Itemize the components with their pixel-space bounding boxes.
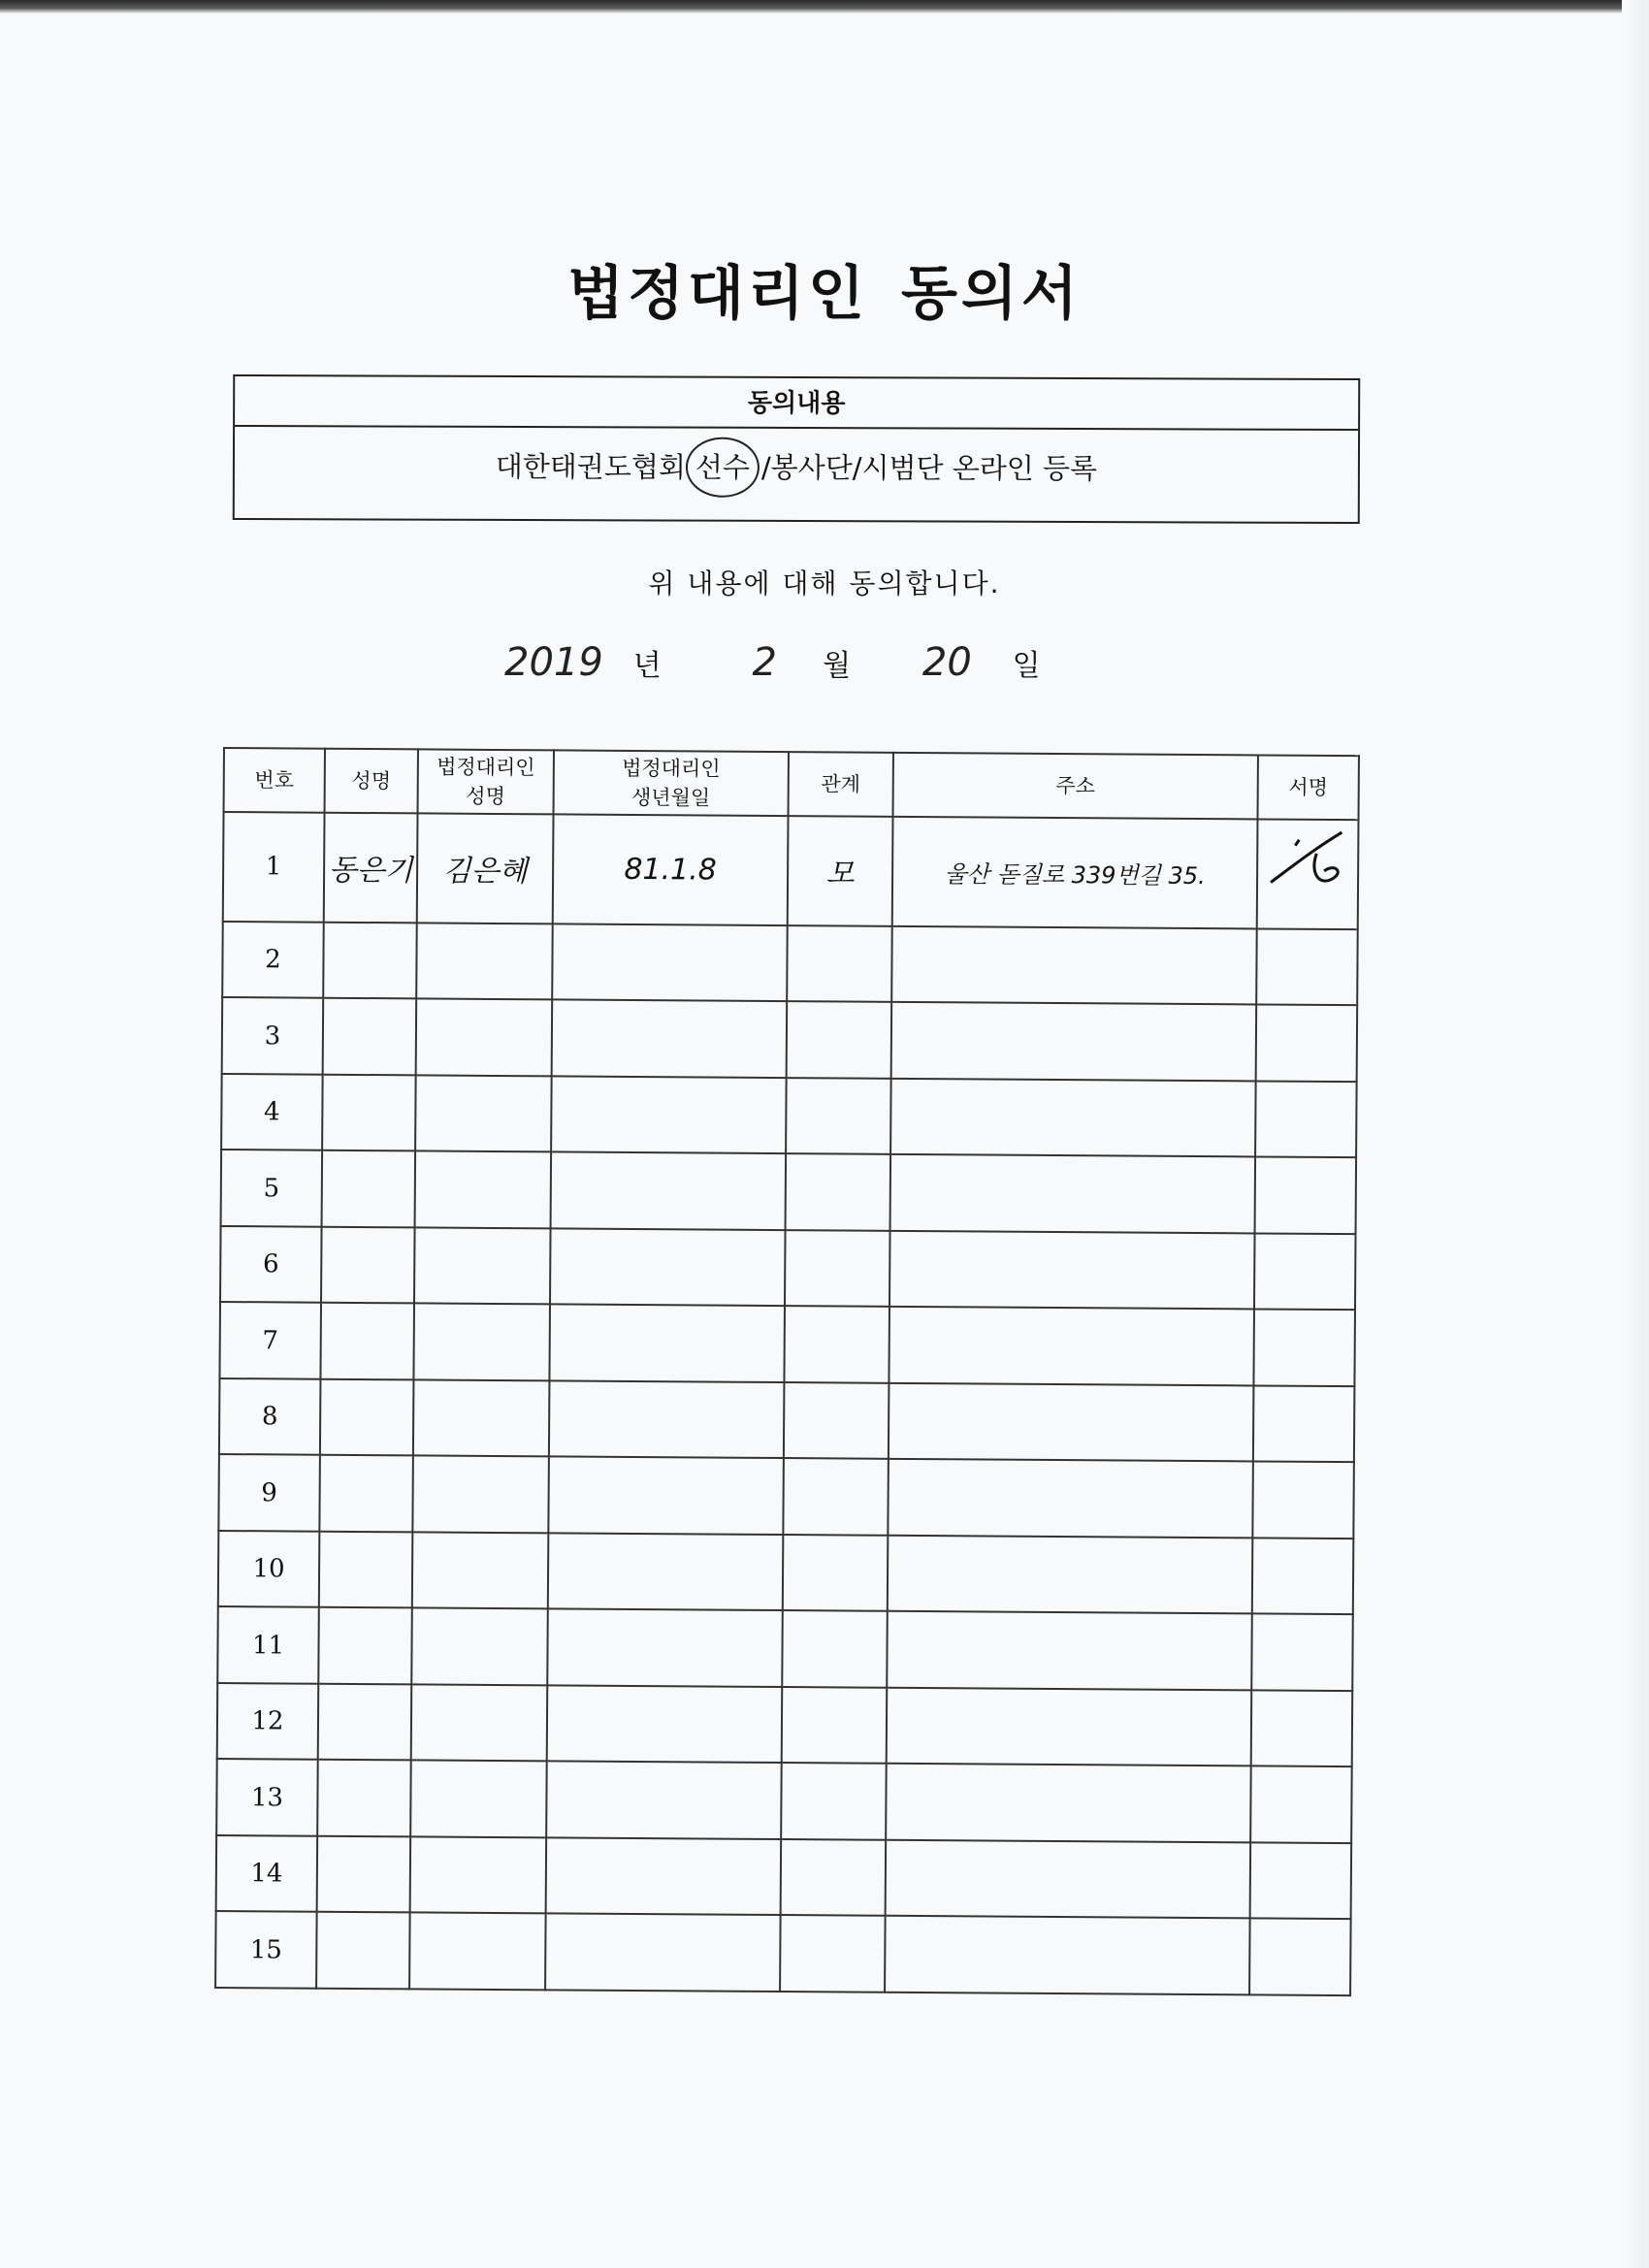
cell-name — [323, 998, 417, 1075]
cell-guardian-name — [413, 1379, 550, 1456]
date-month-unit: 월 — [823, 649, 852, 683]
cell-name — [317, 1836, 411, 1913]
cell-name — [319, 1532, 413, 1608]
cell-address — [889, 1231, 1255, 1310]
cell-name — [318, 1684, 412, 1761]
cell-guardian-birth — [551, 1076, 787, 1153]
table-row — [217, 1683, 1353, 1767]
cell-guardian-name — [415, 1151, 552, 1228]
cell-guardian-name — [412, 1532, 549, 1608]
cell-address — [888, 1459, 1253, 1538]
table-row — [220, 1226, 1356, 1311]
cell-guardian-birth — [549, 1305, 785, 1382]
cell-guardian-name — [415, 1075, 552, 1151]
cell-guardian-name — [411, 1608, 548, 1685]
cell-signature — [1251, 1614, 1353, 1691]
date-month: 2 — [752, 640, 777, 685]
consent-text-suffix: /봉사단/시범단 온라인 등록 — [760, 450, 1098, 486]
cell-address — [886, 1840, 1251, 1919]
scan-right-edge — [1622, 0, 1649, 2268]
header-address: 주소 — [893, 753, 1258, 820]
cell-number: 12 — [217, 1683, 319, 1760]
cell-name — [322, 1150, 416, 1227]
cell-signature — [1253, 1310, 1355, 1386]
table-row — [216, 1759, 1352, 1843]
cell-guardian-name — [410, 1761, 547, 1837]
cell-signature — [1250, 1842, 1352, 1919]
cell-address — [890, 1154, 1256, 1233]
cell-relation — [787, 1001, 892, 1078]
table-row — [221, 1150, 1357, 1234]
table-row — [223, 812, 1359, 929]
header-signature: 서명 — [1258, 755, 1359, 820]
cell-name — [320, 1303, 414, 1379]
cell-signature — [1255, 1081, 1357, 1157]
cell-number: 5 — [221, 1150, 323, 1226]
cell-guardian-name — [412, 1456, 549, 1533]
cell-address — [891, 1002, 1257, 1081]
cell-guardian-birth — [548, 1457, 784, 1535]
cell-relation — [786, 1153, 891, 1230]
cell-number: 3 — [222, 997, 324, 1074]
table-row — [221, 1074, 1357, 1158]
cell-signature — [1255, 1157, 1357, 1234]
cell-number: 7 — [219, 1302, 321, 1378]
cell-address — [887, 1688, 1252, 1766]
handwritten-signature — [1266, 825, 1353, 893]
cell-guardian-birth — [552, 1000, 788, 1078]
cell-relation — [781, 1763, 887, 1839]
cell-address — [886, 1764, 1251, 1842]
cell-address — [890, 1079, 1256, 1157]
cell-number: 4 — [221, 1074, 323, 1150]
cell-signature — [1249, 1919, 1351, 1995]
cell-signature — [1252, 1462, 1354, 1539]
header-guardian-name-line2: 성명 — [466, 784, 506, 809]
cell-guardian-birth — [552, 923, 788, 1001]
table-row — [219, 1378, 1355, 1463]
table-header-row — [224, 748, 1359, 820]
cell-number: 1 — [223, 812, 325, 923]
cell-relation — [784, 1306, 889, 1382]
document-title — [0, 247, 1649, 331]
cell-address — [888, 1536, 1253, 1614]
table-row — [217, 1606, 1353, 1691]
date-day-unit: 일 — [1012, 649, 1041, 683]
cell-relation — [782, 1687, 888, 1764]
cell-guardian-birth — [546, 1762, 782, 1839]
cell-signature — [1256, 1005, 1358, 1082]
date-year-unit: 년 — [632, 649, 662, 683]
cell-signature — [1256, 928, 1358, 1005]
scan-top-edge — [0, 0, 1649, 14]
cell-guardian-name — [413, 1304, 550, 1380]
cell-relation: 모 — [788, 816, 893, 926]
cell-number: 8 — [219, 1378, 321, 1455]
cell-name: 동은기 — [324, 813, 418, 923]
consent-content-box — [233, 374, 1361, 524]
cell-guardian-name — [416, 999, 553, 1076]
cell-guardian-name — [409, 1913, 546, 1991]
cell-relation — [781, 1839, 887, 1916]
guardian-roster-table — [214, 747, 1360, 1996]
cell-signature — [1250, 1766, 1352, 1843]
cell-name — [319, 1455, 413, 1532]
header-guardian-name — [418, 749, 554, 814]
cell-guardian-name — [411, 1684, 548, 1761]
cell-number: 11 — [217, 1606, 319, 1683]
cell-guardian-birth — [546, 1837, 782, 1915]
cell-relation — [784, 1382, 889, 1459]
cell-name — [317, 1760, 411, 1836]
cell-signature — [1251, 1690, 1353, 1766]
cell-address: 울산 돋질로 339번길 35. — [892, 817, 1258, 928]
cell-name — [322, 1075, 416, 1151]
cell-name — [323, 923, 417, 999]
cell-name — [320, 1379, 414, 1456]
table-row — [219, 1302, 1355, 1386]
cell-relation — [783, 1458, 889, 1535]
date-day: 20 — [922, 640, 972, 685]
table-row — [215, 1911, 1351, 1995]
table-row — [222, 997, 1358, 1082]
cell-name — [318, 1607, 412, 1684]
cell-guardian-name — [410, 1836, 547, 1913]
cell-signature — [1253, 1385, 1355, 1462]
cell-number: 6 — [220, 1226, 322, 1303]
cell-signature — [1252, 1538, 1354, 1614]
cell-guardian-name — [414, 1227, 551, 1304]
table-row — [216, 1835, 1352, 1920]
consent-heading: 동의내용 — [235, 376, 1358, 431]
title-part-2: 동의서 — [900, 260, 1082, 328]
cell-signature — [1254, 1233, 1356, 1310]
cell-relation — [785, 1230, 890, 1307]
cell-number: 10 — [218, 1531, 320, 1607]
cell-number: 15 — [215, 1911, 317, 1988]
table-body — [215, 812, 1358, 1995]
cell-signature — [1257, 819, 1359, 929]
cell-guardian-birth — [550, 1228, 786, 1306]
header-guardian-birth-line2: 생년월일 — [630, 785, 711, 810]
title-part-1: 법정대리인 — [567, 260, 868, 328]
header-relation: 관계 — [789, 752, 893, 817]
cell-number: 9 — [218, 1454, 320, 1531]
cell-address — [885, 1916, 1250, 1994]
cell-guardian-birth — [548, 1533, 784, 1610]
cell-name — [321, 1227, 415, 1304]
cell-guardian-name — [416, 923, 553, 999]
cell-address — [889, 1307, 1254, 1385]
table-row — [218, 1454, 1354, 1539]
table-row — [222, 922, 1358, 1006]
cell-name — [316, 1912, 410, 1989]
cell-relation — [787, 925, 892, 1002]
cell-address — [887, 1611, 1252, 1690]
table-row — [218, 1531, 1354, 1615]
signing-date — [504, 640, 1041, 685]
date-year: 2019 — [504, 640, 603, 685]
header-guardian-birth-line1: 법정대리인 — [622, 756, 721, 781]
cell-guardian-name: 김은혜 — [417, 813, 554, 923]
cell-guardian-birth — [551, 1152, 787, 1230]
header-guardian-birth — [554, 750, 789, 816]
consent-text-prefix: 대한태권도협회 — [495, 449, 686, 484]
cell-number: 2 — [222, 922, 324, 998]
header-number: 번호 — [224, 748, 325, 813]
cell-guardian-birth — [547, 1685, 783, 1763]
cell-guardian-birth — [545, 1914, 781, 1992]
cell-relation — [782, 1610, 888, 1687]
agreement-statement: 위 내용에 대해 동의합니다. — [648, 567, 1001, 599]
cell-guardian-birth: 81.1.8 — [553, 814, 789, 925]
cell-relation — [780, 1915, 886, 1992]
header-name: 성명 — [325, 749, 418, 814]
cell-guardian-birth — [549, 1380, 785, 1458]
cell-relation — [783, 1535, 889, 1611]
circled-option: 선수 — [686, 437, 760, 498]
cell-number: 13 — [216, 1759, 318, 1835]
cell-guardian-birth — [547, 1609, 783, 1687]
cell-number: 14 — [216, 1835, 318, 1912]
header-guardian-name-line1: 법정대리인 — [436, 755, 535, 780]
cell-address — [891, 926, 1257, 1005]
consent-text — [235, 427, 1358, 508]
cell-relation — [786, 1078, 891, 1154]
cell-address — [889, 1383, 1254, 1462]
